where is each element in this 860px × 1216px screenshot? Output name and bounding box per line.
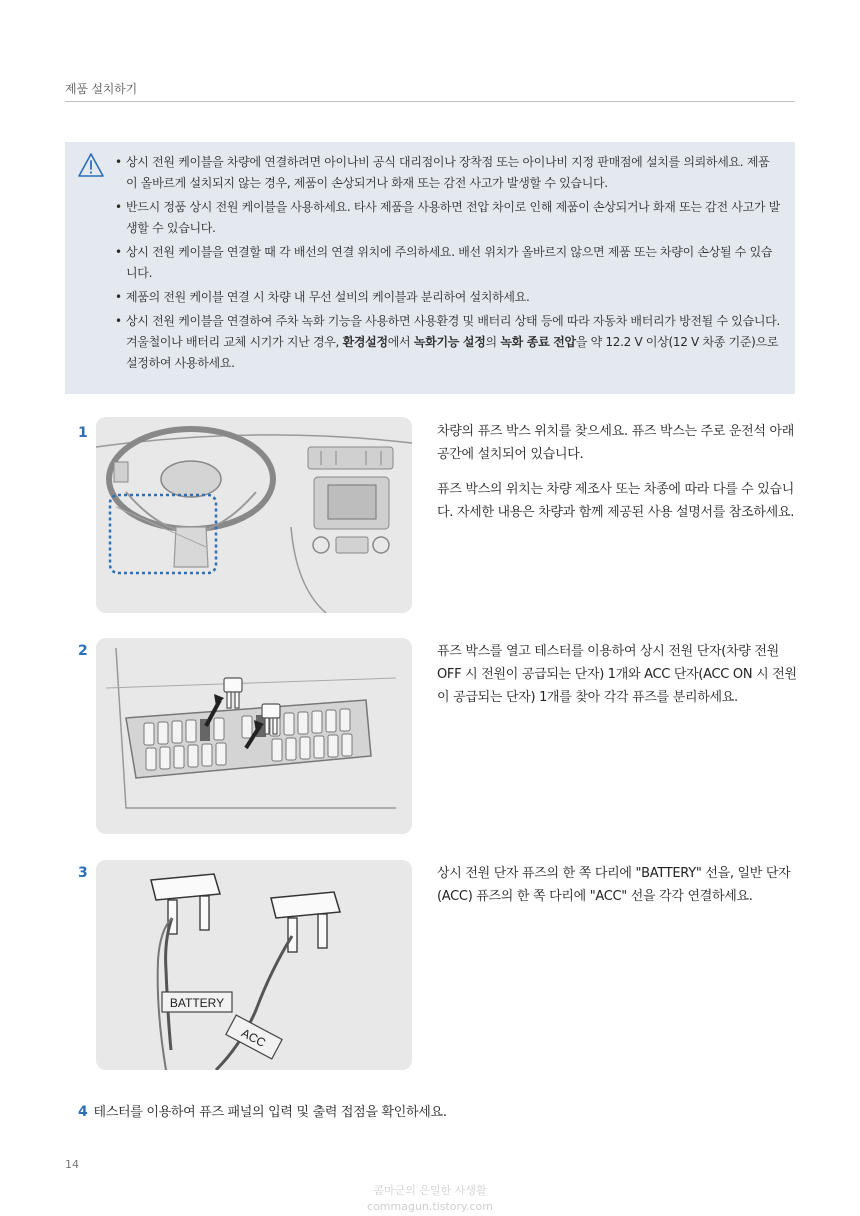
watermark bbox=[0, 1183, 860, 1215]
watermark-title: 콤마군의 은밀한 사생활 bbox=[373, 1184, 487, 1197]
dashboard-illustration bbox=[96, 417, 412, 613]
step-4 bbox=[78, 1101, 447, 1120]
warning-list bbox=[115, 152, 780, 377]
watermark-url: commagun.tistory.com bbox=[367, 1200, 493, 1213]
step-paragraph: 퓨즈 박스를 열고 테스터를 이용하여 상시 전원 단자(차량 전원 OFF 시 전원이 공급되는 단자) 1개와 ACC 단자(ACC ON 시 전원이 공급되는 단자) 1개를 찾아 각각 퓨즈를 분리하세요. bbox=[437, 644, 797, 705]
warning-item: • 상시 전원 케이블을 차량에 연결하려면 아이나비 공식 대리점이나 장착점 또는 아이나비 지정 판매점에 설치를 의뢰하세요. 제품이 올바르게 설치되지 않는 경우, 제품이 손상되거나 화재 또는 감전 사고가 발생할 수 있습니다. bbox=[115, 152, 780, 194]
battery-wire-label: BATTERY bbox=[169, 996, 225, 1010]
warning-item: • 제품의 전원 케이블 연결 시 차량 내 무선 설비의 케이블과 분리하여 설치하세요. bbox=[115, 287, 780, 308]
step-paragraph: 차량의 퓨즈 박스 위치를 찾으세요. 퓨즈 박스는 주로 운전석 아래 공간에 설치되어 있습니다. bbox=[437, 424, 795, 462]
warning-triangle-icon bbox=[77, 152, 105, 178]
warning-item bbox=[115, 311, 780, 374]
settings-menu-term: 환경설정 bbox=[342, 335, 388, 349]
section-title: 제품 설치하기 bbox=[65, 82, 137, 96]
step-number: 3 bbox=[78, 865, 88, 881]
header-divider bbox=[65, 101, 795, 102]
page-number: 14 bbox=[65, 1158, 79, 1171]
step-1-text bbox=[437, 420, 797, 536]
warning-text: 의 bbox=[485, 335, 501, 349]
acc-wire-label: ACC bbox=[239, 1025, 269, 1051]
warning-item: • 반드시 정품 상시 전원 케이블을 사용하세요. 타사 제품을 사용하면 전압 차이로 인해 제품이 손상되거나 화재 또는 감전 사고가 발생할 수 있습니다. bbox=[115, 197, 780, 239]
step-2-text bbox=[437, 640, 797, 721]
step-4-text: 테스터를 이용하여 퓨즈 패널의 입력 및 출력 접점을 확인하세요. bbox=[93, 1105, 447, 1120]
warning-text: 을 약 12.2 V 이상(12 V 차종 기준)으로 설정하여 사용하세요. bbox=[126, 335, 779, 370]
step-paragraph: 퓨즈 박스의 위치는 차량 제조사 또는 차종에 따라 다를 수 있습니다. 자세한 내용은 차량과 함께 제공된 사용 설명서를 참조하세요. bbox=[437, 482, 795, 520]
step-paragraph: 상시 전원 단자 퓨즈의 한 쪽 다리에 "BATTERY" 선을, 일반 단자(ACC) 퓨즈의 한 쪽 다리에 "ACC" 선을 각각 연결하세요. bbox=[437, 866, 791, 904]
warning-text: 에서 bbox=[387, 335, 414, 349]
warning-box bbox=[65, 142, 795, 394]
step-number: 1 bbox=[78, 425, 88, 441]
fuse-wiring-illustration bbox=[96, 860, 412, 1070]
step-number: 4 bbox=[78, 1104, 88, 1120]
warning-item: • 상시 전원 케이블을 연결할 때 각 배선의 연결 위치에 주의하세요. 배선 위치가 올바르지 않으면 제품 또는 차량이 손상될 수 있습니다. bbox=[115, 242, 780, 284]
warning-text: 상시 전원 케이블을 연결하여 주차 녹화 기능을 사용하면 사용환경 및 배터리 상태 등에 따라 자동차 배터리가 방전될 수 있습니다. 겨울철이나 배터리 교체 시기가 지난 경우, bbox=[126, 314, 780, 349]
fuse-box-illustration bbox=[96, 638, 412, 834]
step-number: 2 bbox=[78, 643, 88, 659]
cutoff-voltage-term: 녹화 종료 전압 bbox=[500, 335, 576, 349]
recording-setting-term: 녹화기능 설정 bbox=[413, 335, 486, 349]
step-3-text bbox=[437, 862, 797, 920]
